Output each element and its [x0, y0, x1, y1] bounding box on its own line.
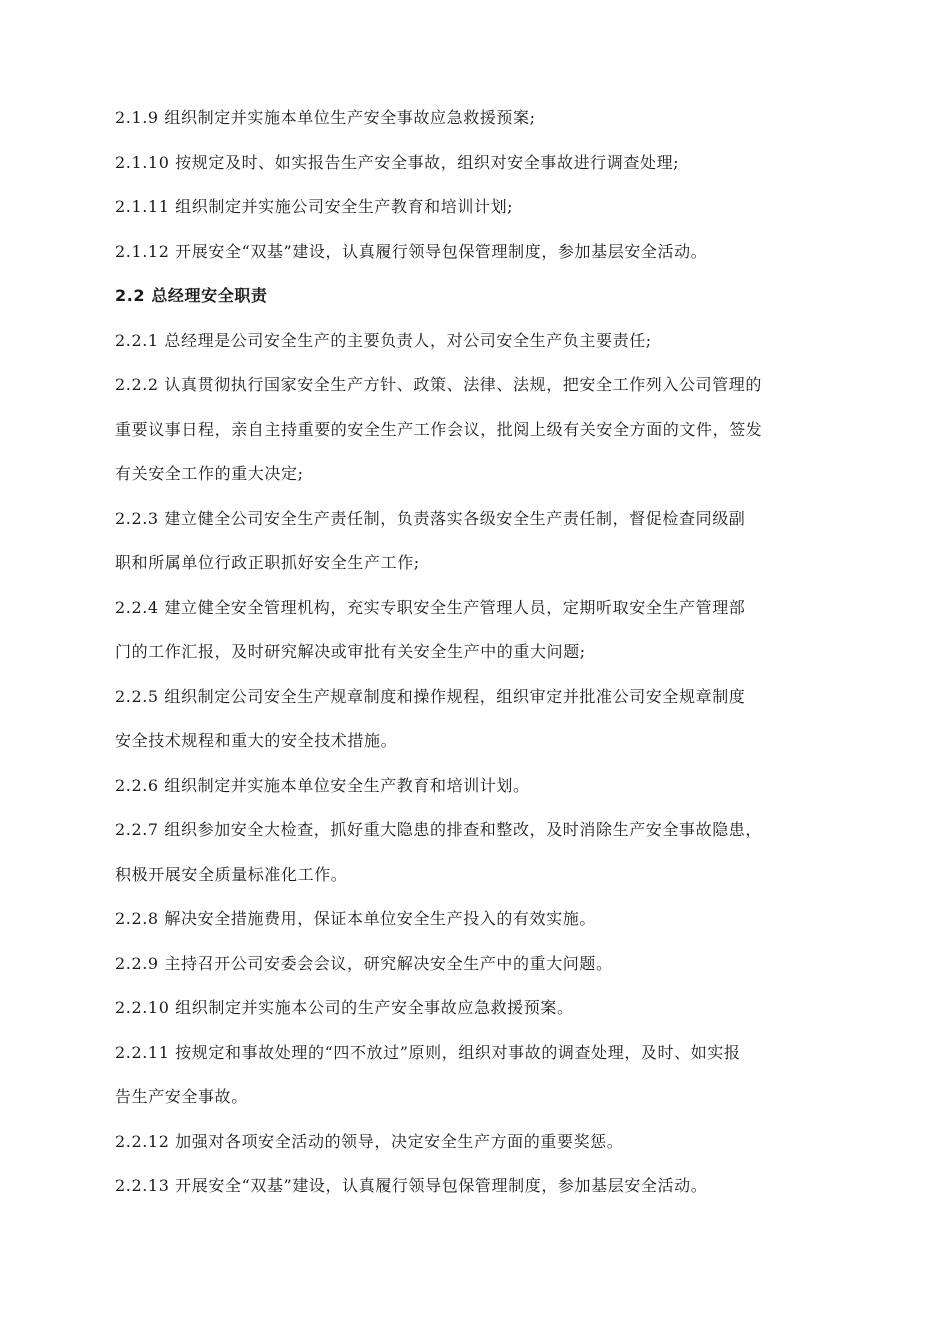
text-line: 重要议事日程，亲自主持重要的安全生产工作会议，批阅上级有关安全方面的文件，签发 [115, 419, 763, 439]
text-line: 2.2.12 加强对各项安全活动的领导，决定安全生产方面的重要奖惩。 [115, 1131, 624, 1151]
text-line: 2.1.12 开展安全“双基”建设，认真履行领导包保管理制度，参加基层安全活动。 [115, 241, 708, 261]
text-line: 职和所属单位行政正职抓好安全生产工作; [115, 553, 420, 572]
text-line: 2.2.7 组织参加安全大检查，抓好重大隐患的排查和整改，及时消除生产安全事故隐患， [115, 820, 762, 839]
text-line: 有关安全工作的重大决定; [115, 464, 304, 483]
text-line: 2.2.3 建立健全公司安全生产责任制，负责落实各级安全生产责任制，督促检查同级副 [115, 508, 746, 528]
document-body [115, 102, 840, 1215]
text-line: 积极开展安全质量标准化工作。 [115, 864, 348, 884]
text-line: 门的工作汇报，及时研究解决或审批有关安全生产中的重大问题; [115, 642, 586, 661]
text-line: 2.2.4 建立健全安全管理机构，充实专职安全生产管理人员，定期听取安全生产管理部 [115, 597, 746, 617]
text-line: 2.2.11 按规定和事故处理的“四不放过”原则，组织对事故的调查处理，及时、如实报 [115, 1042, 741, 1062]
text-line: 2.1.11 组织制定并实施公司安全生产教育和培训计划; [115, 197, 514, 216]
text-line: 2.2.10 组织制定并实施本公司的生产安全事故应急救援预案。 [115, 998, 574, 1017]
text-line: 2.2.13 开展安全“双基”建设，认真履行领导包保管理制度，参加基层安全活动。 [115, 1176, 708, 1195]
text-line: 2.1.10 按规定及时、如实报告生产安全事故，组织对安全事故进行调查处理; [115, 152, 680, 172]
text-line: 2.2.2 认真贯彻执行国家安全生产方针、政策、法律、法规，把安全工作列入公司管理的 [115, 375, 762, 394]
section-heading: 2.2 总经理安全职责 [115, 286, 268, 305]
text-line: 2.2.9 主持召开公司安委会会议，研究解决安全生产中的重大问题。 [115, 953, 613, 973]
text-line: 告生产安全事故。 [115, 1087, 248, 1106]
text-line: 2.2.1 总经理是公司安全生产的主要负责人，对公司安全生产负主要责任; [115, 330, 652, 350]
text-line: 安全技术规程和重大的安全技术措施。 [115, 731, 398, 750]
text-line: 2.2.8 解决安全措施费用，保证本单位安全生产投入的有效实施。 [115, 909, 596, 928]
text-line: 2.2.5 组织制定公司安全生产规章制度和操作规程，组织审定并批准公司安全规章制度 [115, 686, 746, 706]
text-line: 2.2.6 组织制定并实施本单位安全生产教育和培训计划。 [115, 775, 530, 795]
text-line: 2.1.9 组织制定并实施本单位生产安全事故应急救援预案; [115, 108, 536, 127]
